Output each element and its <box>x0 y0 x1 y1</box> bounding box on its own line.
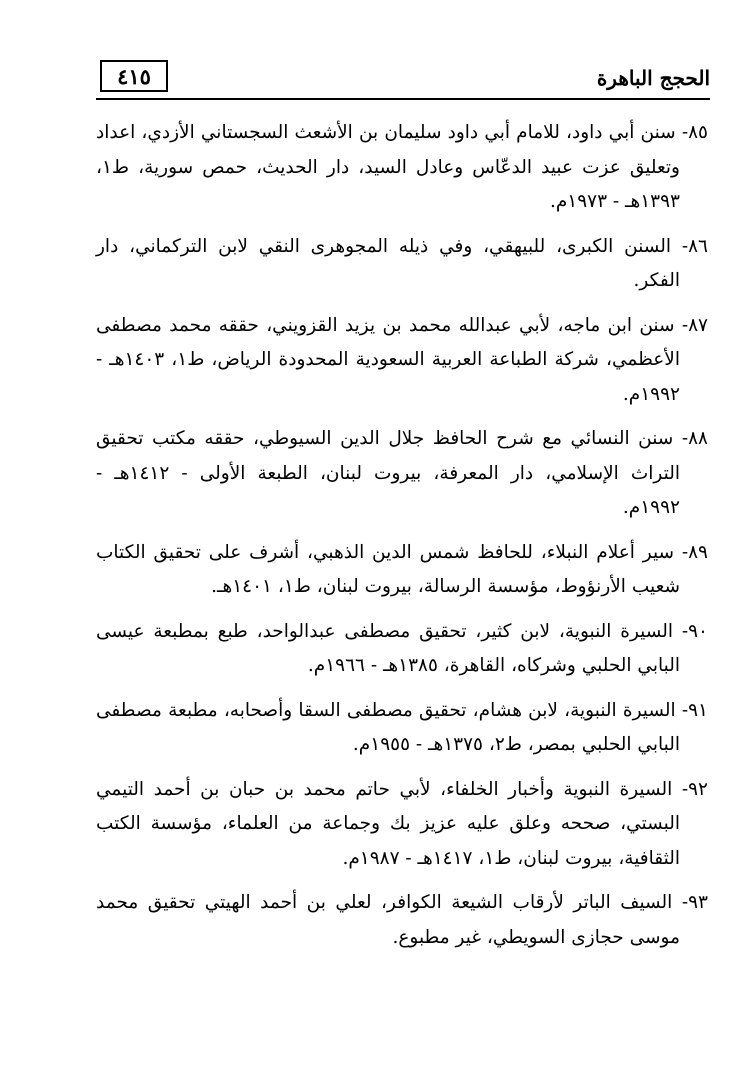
entry-text: سير أعلام النبلاء، للحافظ شمس الدين الذهبي، أشرف على تحقيق الكتاب شعيب الأرنؤوط، مؤسسة الرسالة، بيروت لبنان، ط١، ١٤٠١هـ. <box>96 541 680 597</box>
bibliography-entry <box>96 694 708 763</box>
entry-number: ٩٢- <box>681 778 708 800</box>
entry-number: ٨٩- <box>681 541 708 563</box>
bibliography-entry <box>96 309 708 413</box>
bibliography-entry <box>96 886 708 955</box>
entry-number: ٩٠- <box>681 620 708 642</box>
running-title: الحجج الباهرة <box>596 66 710 90</box>
entry-text: السيرة النبوية وأخبار الخلفاء، لأبي حاتم محمد بن حبان بن أحمد التيمي البستي، صححه وعلق عليه عزيز بك وجماعة من العلماء، مؤسسة الكتب الثقافية، بيروت لبنان، ط١، ١٤١٧هـ - ١٩٨٧م. <box>96 778 680 869</box>
header-divider <box>96 98 710 100</box>
entry-number: ٩٣- <box>681 892 708 913</box>
entry-text: سنن النسائي مع شرح الحافظ جلال الدين السيوطي، حققه مكتب تحقيق التراث الإسلامي، دار المعرفة، بيروت لبنان، الطبعة الأولى - ١٤١٢هـ - ١٩٩٢م. <box>96 428 681 518</box>
entry-text: السيف الباتر لأرقاب الشيعة الكوافر، لعلي بن أحمد الهيتي تحقيق محمد موسى حجازى السويطي، غير مطبوع. <box>96 892 680 948</box>
bibliography-entry <box>96 615 708 684</box>
entry-number: ٨٧- <box>681 314 708 336</box>
bibliography-list <box>96 116 708 965</box>
entry-text: سنن أبي داود، للامام أبي داود سليمان بن الأشعث السجستاني الأزدي، اعداد وتعليق عزت عبيد الدعّاس وعادل السيد، دار الحديث، حمص سورية، ط١، ١٣٩٣هـ - ١٩٧٣م. <box>96 122 680 212</box>
bibliography-entry <box>96 116 708 220</box>
page-number: ٤١٥ <box>100 60 168 92</box>
entry-text: سنن ابن ماجه، لأبي عبدالله محمد بن يزيد القزويني، حققه محمد مصطفى الأعظمي، شركة الطباعة العربية السعودية المحدودة الرياض، ط١، ١٤٠٣هـ - ١٩٩٢م. <box>96 314 680 405</box>
bibliography-entry <box>96 230 708 299</box>
entry-number: ٨٨- <box>681 428 708 449</box>
bibliography-entry <box>96 536 708 605</box>
entry-number: ٩١- <box>681 699 708 721</box>
entry-text: السنن الكبرى، للبيهقي، وفي ذيله المجوهرى النقي لابن التركماني، دار الفكر. <box>96 235 680 291</box>
entry-text: السيرة النبوية، لابن هشام، تحقيق مصطفى السقا وأصحابه، مطبعة مصطفى البابي الحلبي بمصر، ط٢، ١٣٧٥هـ - ١٩٥٥م. <box>96 699 680 755</box>
entry-text: السيرة النبوية، لابن كثير، تحقيق مصطفى عبدالواحد، طبع بمطبعة عيسى البابي الحلبي وشركاه، القاهرة، ١٣٨٥هـ - ١٩٦٦م. <box>96 620 680 676</box>
page-header <box>96 58 710 106</box>
bibliography-entry <box>96 773 708 877</box>
entry-number: ٨٦- <box>681 235 708 257</box>
bibliography-entry <box>96 422 708 526</box>
entry-number: ٨٥- <box>681 122 708 143</box>
